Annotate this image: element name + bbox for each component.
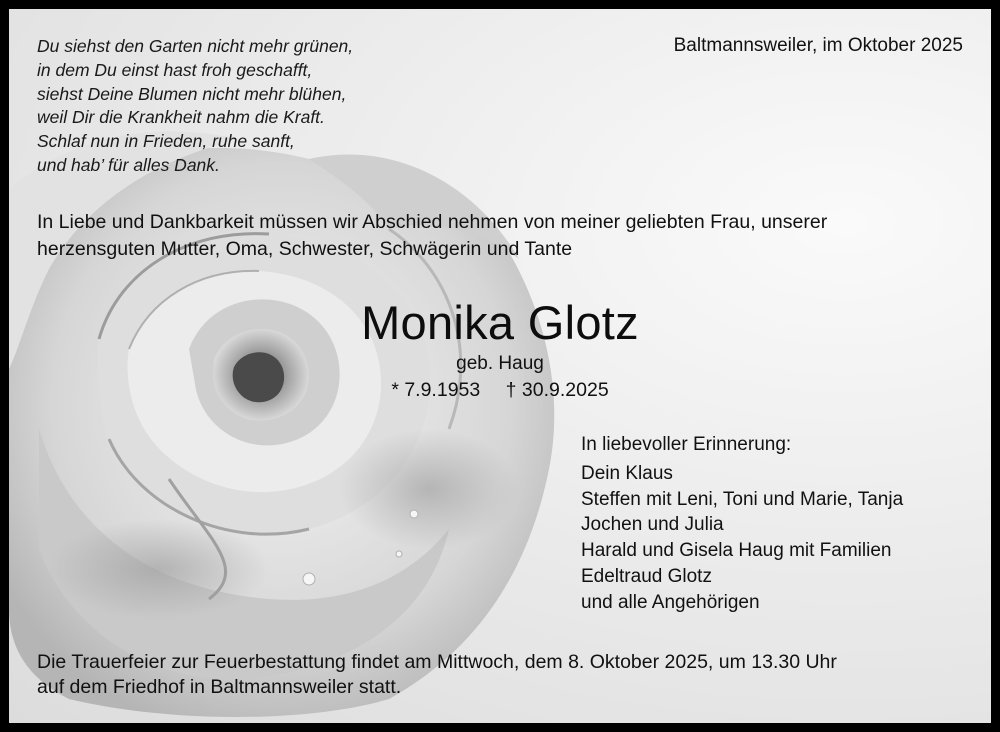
mourners-heading: In liebevoller Erinnerung: — [581, 434, 792, 455]
intro-line: herzensguten Mutter, Oma, Schwester, Schwägerin und Tante — [37, 238, 573, 260]
ceremony-line: Die Trauerfeier zur Feuerbestattung findet am Mittwoch, dem 8. Oktober 2025, um 13.30 Uhr — [37, 651, 837, 673]
maiden-name: geb. Haug — [456, 353, 544, 374]
ceremony-info — [37, 650, 837, 700]
poem-line: weil Dir die Krankheit nahm die Kraft. — [37, 107, 325, 128]
birth-date: * 7.9.1953 — [391, 379, 481, 401]
poem-line: und hab’ für alles Dank. — [37, 154, 220, 175]
poem-line: Du siehst den Garten nicht mehr grünen, — [37, 36, 354, 56]
mourner-entry: Jochen und Julia — [581, 514, 724, 536]
memorial-poem — [37, 35, 353, 178]
obituary-notice — [9, 9, 991, 723]
mourner-entry: Steffen mit Leni, Toni und Marie, Tanja — [581, 488, 904, 510]
mourner-entry: Edeltraud Glotz — [581, 565, 712, 587]
death-date: † 30.9.2025 — [505, 379, 609, 401]
poem-line: in dem Du einst hast froh geschafft, — [37, 59, 313, 80]
life-dates — [9, 379, 991, 402]
mourner-entry: Dein Klaus — [581, 462, 673, 484]
deceased-name: Monika Glotz — [361, 296, 639, 349]
intro-line: In Liebe und Dankbarkeit müssen wir Abschied nehmen von meiner geliebten Frau, unserer — [37, 211, 828, 233]
mourners-list — [581, 432, 903, 616]
place-and-date: Baltmannsweiler, im Oktober 2025 — [673, 35, 963, 56]
farewell-intro — [37, 209, 965, 263]
poem-line: Schlaf nun in Frieden, ruhe sanft, — [37, 131, 295, 152]
mourner-entry: Harald und Gisela Haug mit Familien — [581, 540, 892, 562]
mourner-entry: und alle Angehörigen — [581, 591, 760, 613]
ceremony-line: auf dem Friedhof in Baltmannsweiler statt. — [37, 676, 402, 698]
poem-line: siehst Deine Blumen nicht mehr blühen, — [37, 83, 347, 104]
